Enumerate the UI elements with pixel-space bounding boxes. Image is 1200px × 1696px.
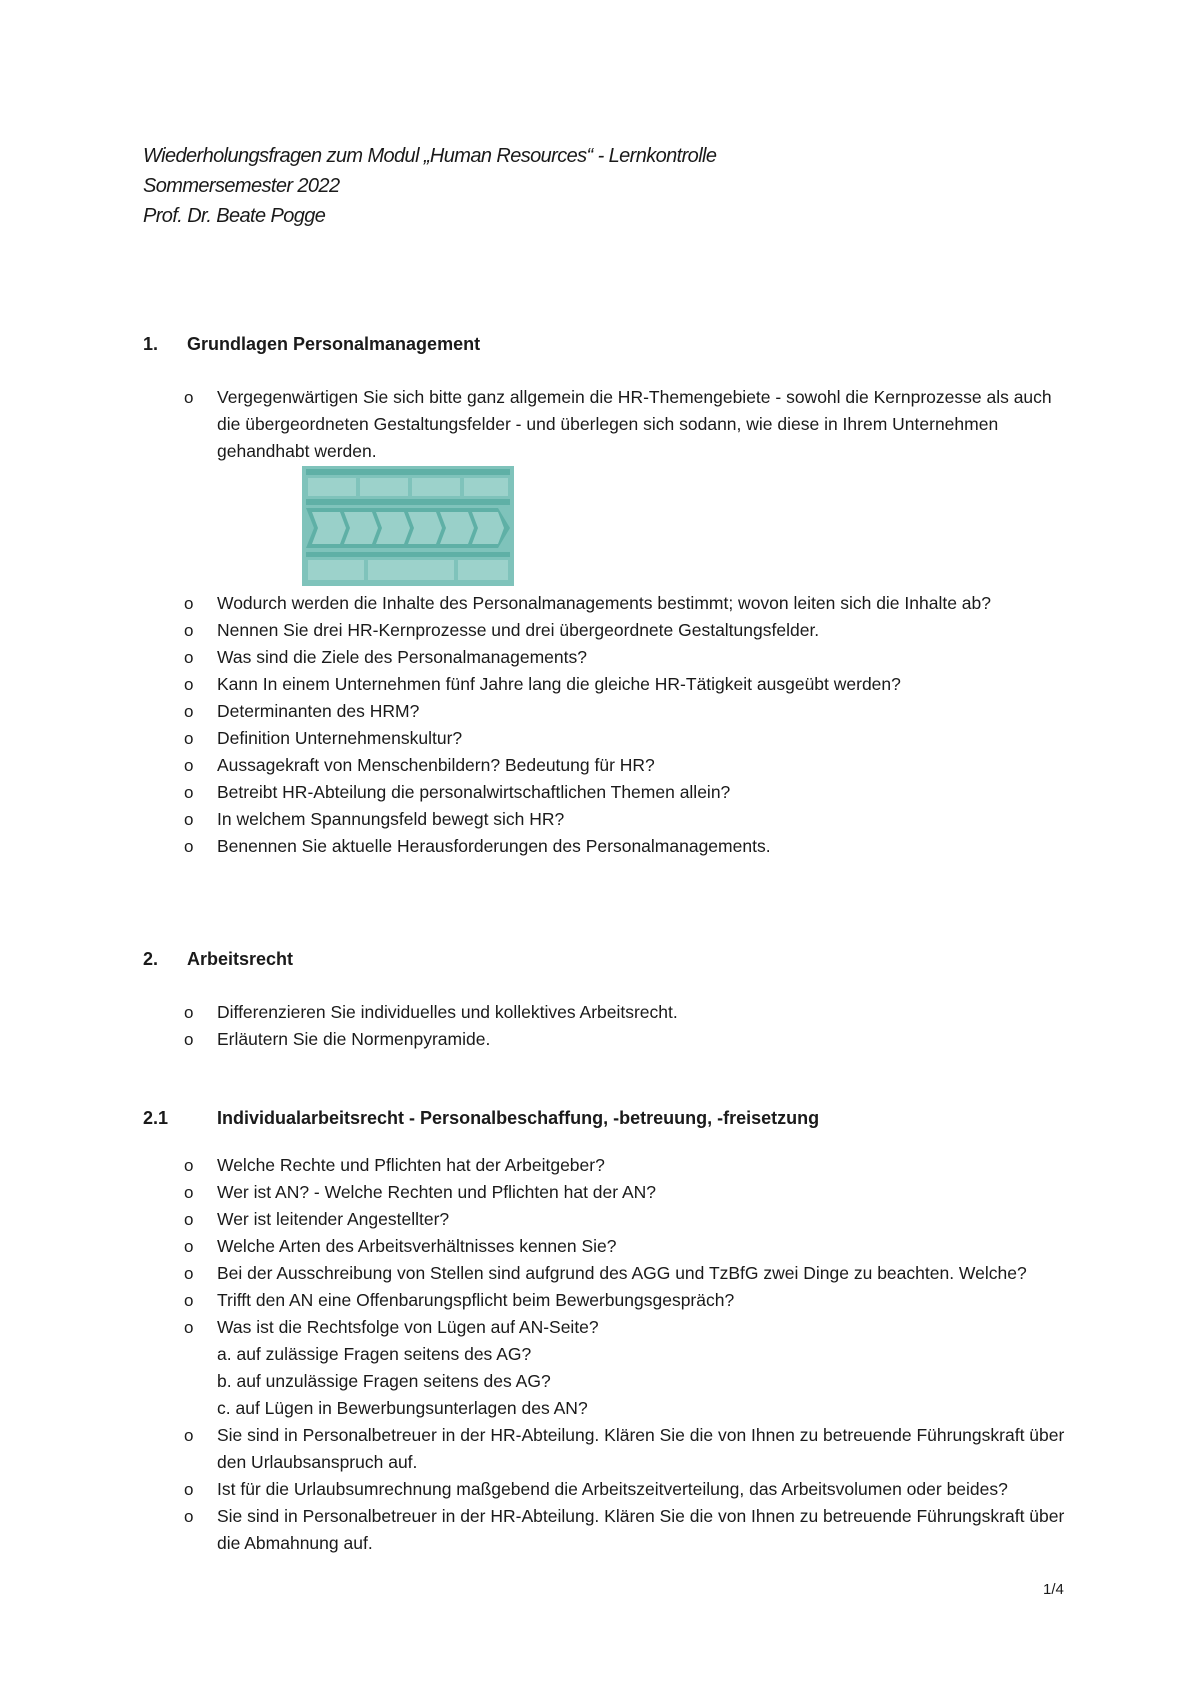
sub-item: a. auf zulässige Fragen seitens des AG? xyxy=(217,1344,532,1364)
bullet-marker: o xyxy=(184,388,194,407)
header-semester: Sommersemester 2022 xyxy=(143,175,340,197)
list-item: o In welchem Spannungsfeld bewegt sich HR? xyxy=(184,809,565,829)
list-item: o Welche Rechte und Pflichten hat der Arbeitgeber? xyxy=(184,1155,605,1175)
list-item: o Wodurch werden die Inhalte des Personalmanagements bestimmt; wovon leiten sich die Inhalte ab? xyxy=(184,593,992,613)
hr-process-diagram-image xyxy=(302,466,514,586)
list-item: o Ist für die Urlaubsumrechnung maßgebend die Arbeitszeitverteilung, das Arbeitsvolumen oder beides? xyxy=(184,1479,1008,1499)
list-item: o Was sind die Ziele des Personalmanagements? xyxy=(184,647,587,667)
header-author: Prof. Dr. Beate Pogge xyxy=(143,205,326,227)
list-item: o Differenzieren Sie individuelles und kollektives Arbeitsrecht. xyxy=(184,1002,678,1022)
section-title: Arbeitsrecht xyxy=(187,949,294,969)
section-2-questions xyxy=(0,999,1200,1053)
section-number: 2. xyxy=(143,949,159,969)
list-item: o Betreibt HR-Abteilung die personalwirtschaftlichen Themen allein? xyxy=(184,782,731,802)
list-item: o Sie sind in Personalbetreuer in der HR-Abteilung. Klären Sie die von Ihnen zu betreuende Führungskraft über den Urlaubsanspruch auf. xyxy=(184,1425,1065,1472)
list-item: o Nennen Sie drei HR-Kernprozesse und drei übergeordnete Gestaltungsfelder. xyxy=(184,620,820,640)
section-1-intro xyxy=(0,384,1200,465)
list-item: o Determinanten des HRM? xyxy=(184,701,420,721)
list-item: o Definition Unternehmenskultur? xyxy=(184,728,463,748)
list-item: o Trifft den AN eine Offenbarungspflicht beim Bewerbungsgespräch? xyxy=(184,1290,735,1310)
document-header xyxy=(143,141,716,231)
header-title: Wiederholungsfragen zum Modul „Human Resources“ - Lernkontrolle xyxy=(143,145,717,167)
section-title: Individualarbeitsrecht - Personalbeschaffung, -betreuung, -freisetzung xyxy=(217,1108,820,1128)
section-1-questions xyxy=(0,590,1200,860)
list-item: o Vergegenwärtigen Sie sich bitte ganz allgemein die HR-Themengebiete - sowohl die Kernprozesse als auch die übergeordneten Gestaltungsfelder - und überlegen sich sodann, wie diese in Ihrem Unternehmen gehandhabt werden. xyxy=(0,384,1067,465)
section-number: 1. xyxy=(143,334,159,354)
sub-item: c. auf Lügen in Bewerbungsunterlagen des AN? xyxy=(217,1398,588,1418)
list-item: o Bei der Ausschreibung von Stellen sind aufgrund des AGG und TzBfG zwei Dinge zu beachten. Welche? xyxy=(184,1263,1027,1283)
section-title: Grundlagen Personalmanagement xyxy=(187,334,481,354)
section-2-1-questions xyxy=(0,1152,1200,1557)
section-number: 2.1 xyxy=(143,1108,169,1128)
list-item: o Aussagekraft von Menschenbildern? Bedeutung für HR? xyxy=(184,755,655,775)
sub-item: b. auf unzulässige Fragen seitens des AG? xyxy=(217,1371,551,1391)
list-item: o Benennen Sie aktuelle Herausforderungen des Personalmanagements. xyxy=(184,836,771,856)
list-item: o Wer ist leitender Angestellter? xyxy=(184,1209,450,1229)
list-item: o Welche Arten des Arbeitsverhältnisses kennen Sie? xyxy=(184,1236,617,1256)
list-item: o Erläutern Sie die Normenpyramide. xyxy=(184,1029,491,1049)
page-number: 1/4 xyxy=(1043,1581,1064,1598)
list-item: o Wer ist AN? - Welche Rechten und Pflichten hat der AN? xyxy=(184,1182,657,1202)
list-item: o Sie sind in Personalbetreuer in der HR-Abteilung. Klären Sie die von Ihnen zu betreuende Führungskraft über die Abmahnung auf. xyxy=(184,1506,1065,1553)
list-item: o Kann In einem Unternehmen fünf Jahre lang die gleiche HR-Tätigkeit ausgeübt werden? xyxy=(184,674,901,694)
list-item: o Was ist die Rechtsfolge von Lügen auf AN-Seite? a. auf zulässige Fragen seitens des AG? b. auf unzulässige Fragen seitens des AG? c. auf Lügen in Bewerbungsunterlagen des AN? xyxy=(0,1314,1067,1422)
